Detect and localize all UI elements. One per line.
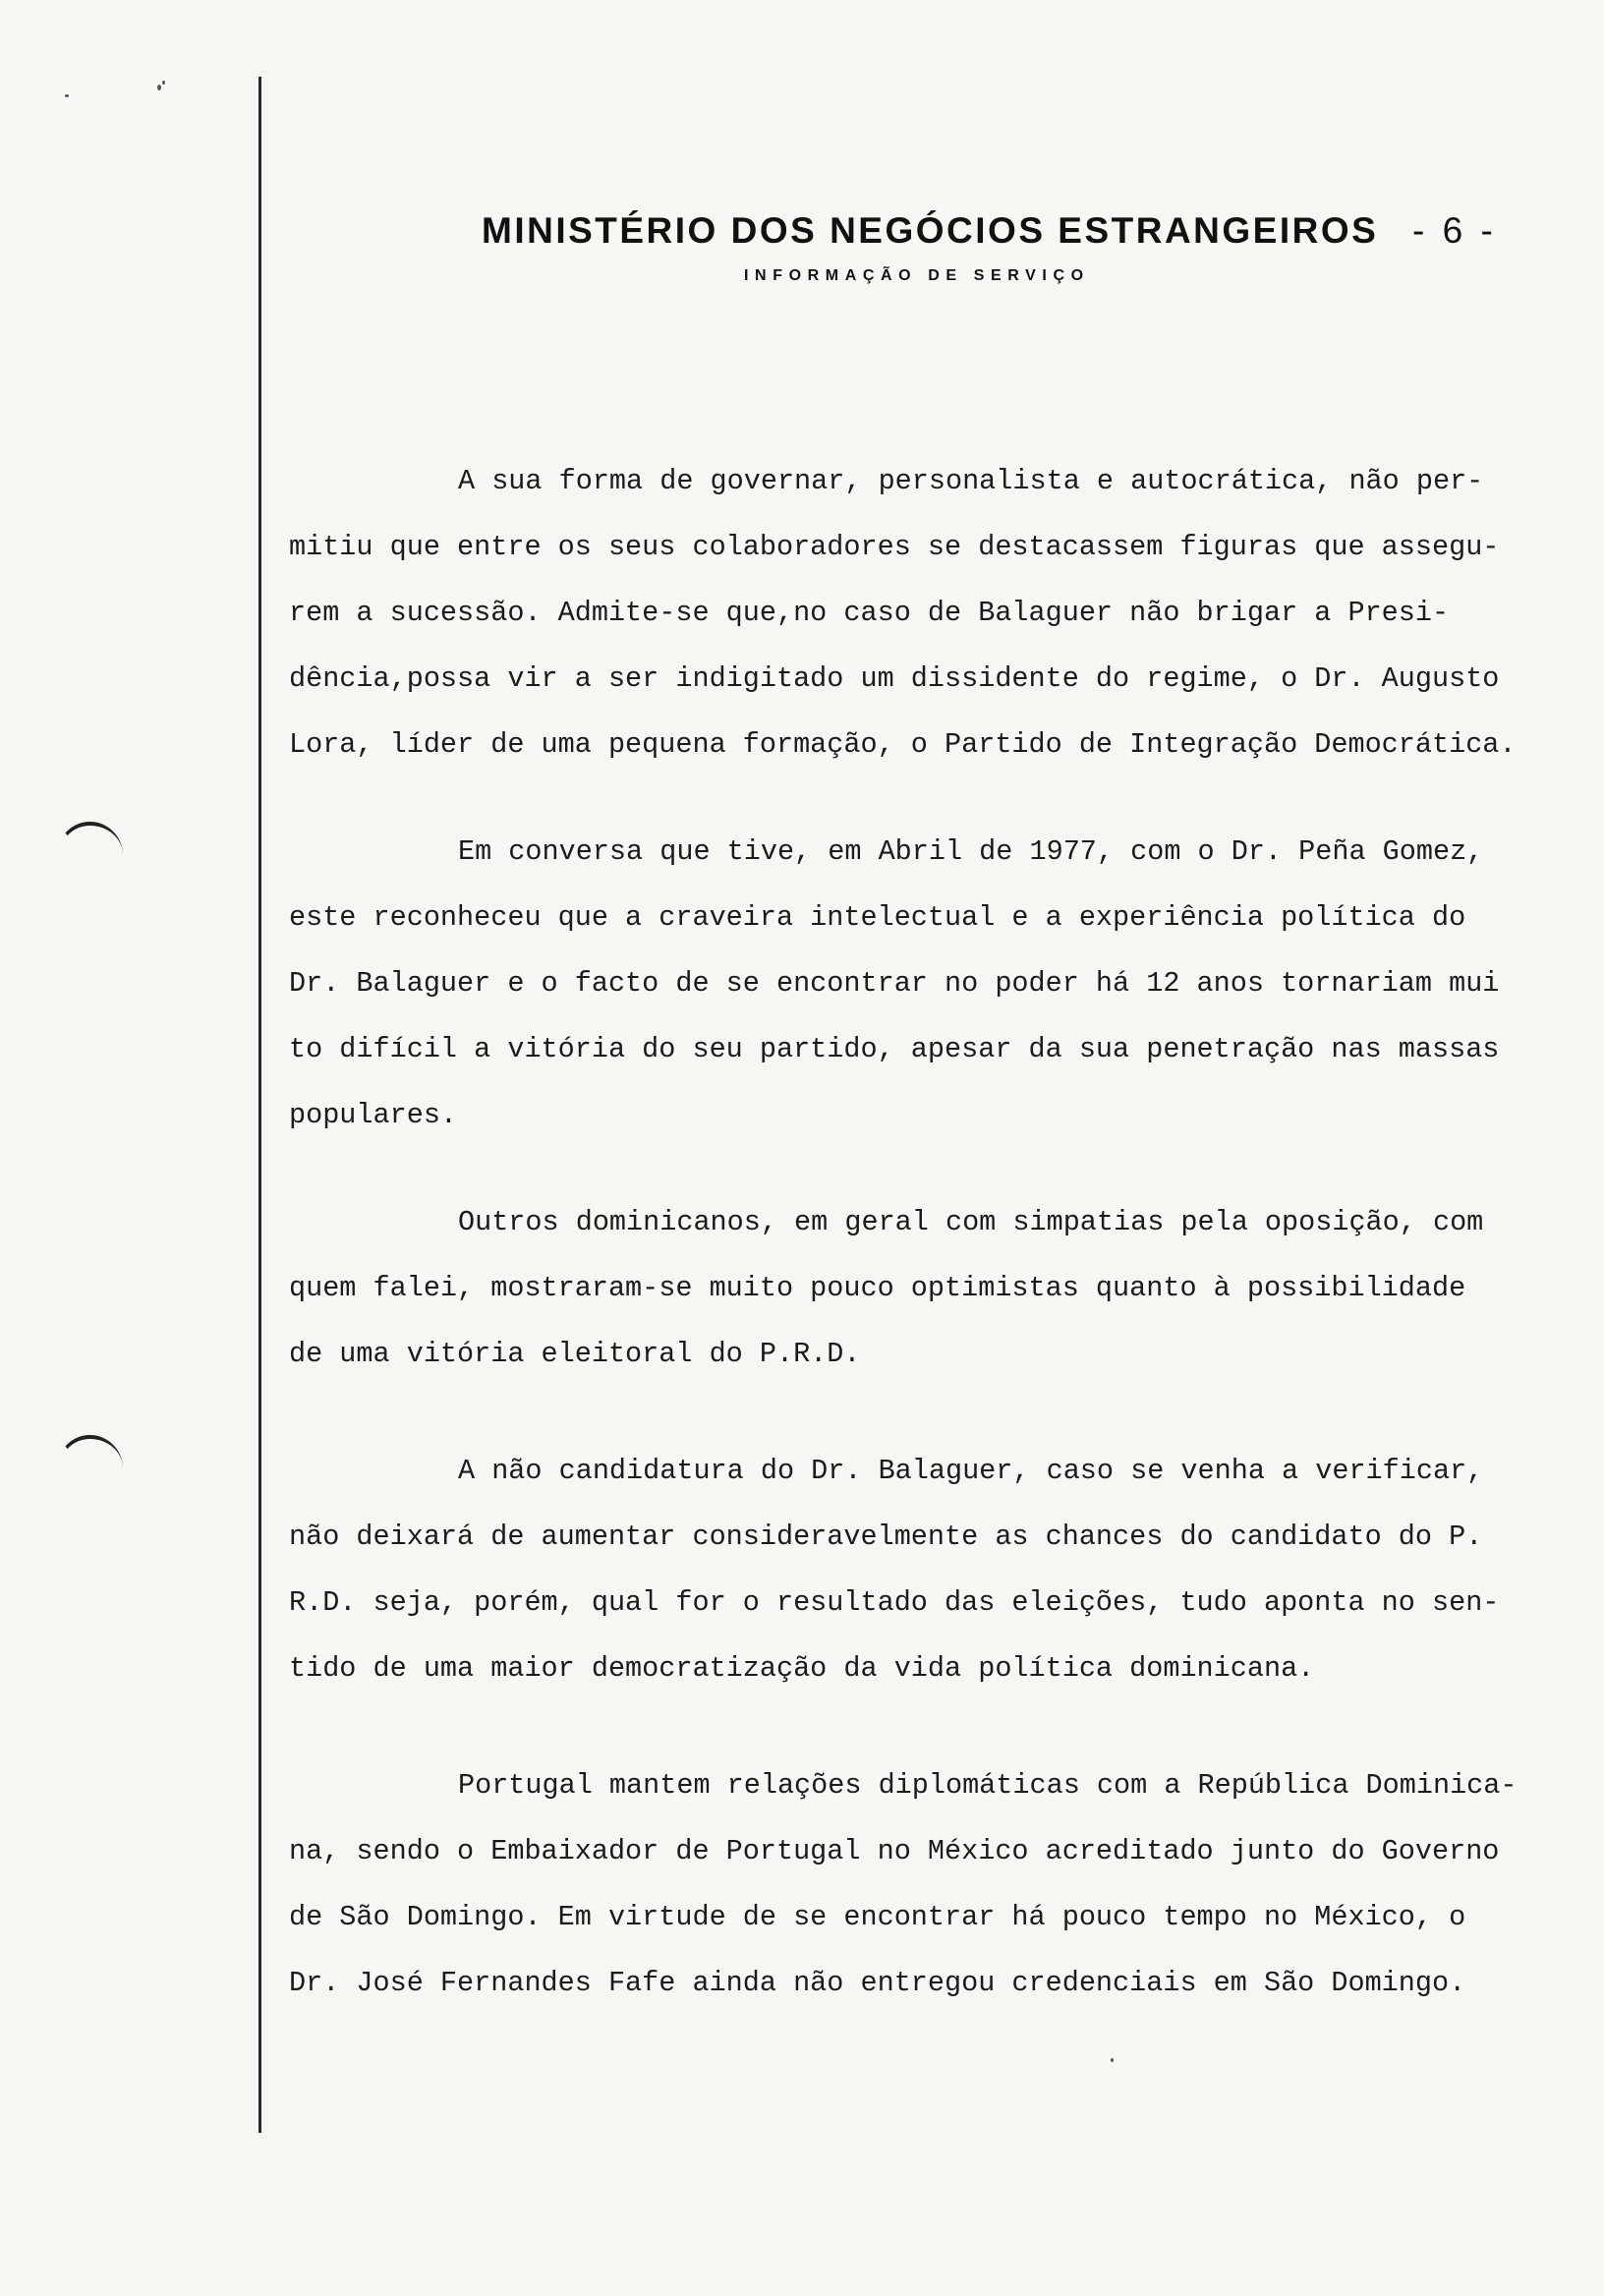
text-line: quem falei, mostraram-se muito pouco optimistas quanto à possibilidade (289, 1272, 1466, 1304)
text-line: dência,possa vir a ser indigitado um dissidente do regime, o Dr. Augusto (289, 662, 1500, 695)
paragraph (289, 1189, 1586, 1387)
text-line: Em conversa que tive, em Abril de 1977, com o Dr. Peña Gomez, (458, 835, 1484, 868)
text-line: Outros dominicanos, em geral com simpatias pela oposição, com (458, 1206, 1484, 1238)
text-line: mitiu que entre os seus colaboradores se destacassem figuras que assegu- (289, 531, 1500, 563)
text-line: Lora, líder de uma pequena formação, o Partido de Integração Democrática. (289, 728, 1517, 761)
text-line: populares. (289, 1099, 458, 1131)
paragraph (289, 1752, 1586, 2016)
paragraph (289, 819, 1586, 1148)
margin-rule (258, 77, 261, 2133)
text-line: rem a sucessão. Admite-se que,no caso de Balaguer não brigar a Presi- (289, 597, 1450, 629)
text-line: to difícil a vitória do seu partido, apesar da sua penetração nas massas (289, 1033, 1500, 1065)
punch-hole-mark (57, 1435, 123, 1502)
paragraph (289, 1438, 1586, 1701)
text-line: não deixará de aumentar consideravelmente as chances do candidato do P. (289, 1521, 1483, 1553)
scan-speck (1111, 2058, 1114, 2062)
text-line: R.D. seja, porém, qual for o resultado das eleições, tudo aponta no sen- (289, 1586, 1500, 1619)
text-line: tido de uma maior democratização da vida política dominicana. (289, 1652, 1315, 1685)
text-line: Dr. Balaguer e o facto de se encontrar no poder há 12 anos tornariam mui (289, 967, 1500, 1000)
text-line: A sua forma de governar, personalista e autocrática, não per- (458, 465, 1484, 497)
text-line: Portugal mantem relações diplomáticas com a República Dominica- (458, 1769, 1518, 1802)
paragraph (289, 448, 1586, 777)
text-line: de uma vitória eleitoral do P.R.D. (289, 1338, 861, 1370)
text-line: Dr. José Fernandes Fafe ainda não entregou credenciais em São Domingo. (289, 1967, 1466, 1999)
scan-speck (162, 81, 165, 85)
text-line: este reconheceu que a craveira intelectual e a experiência política do (289, 901, 1466, 934)
text-line: A não candidatura do Dr. Balaguer, caso se venha a verificar, (458, 1455, 1484, 1487)
page-number: - 6 - (1412, 210, 1497, 251)
document-body (289, 448, 1586, 2016)
scan-speck (65, 94, 69, 97)
scan-speck (157, 85, 161, 90)
text-line: na, sendo o Embaixador de Portugal no México acreditado junto do Governo (289, 1835, 1500, 1867)
text-line: de São Domingo. Em virtude de se encontrar há pouco tempo no México, o (289, 1901, 1466, 1933)
letterhead-title: MINISTÉRIO DOS NEGÓCIOS ESTRANGEIROS (482, 210, 1379, 251)
letterhead-subtitle: INFORMAÇÃO DE SERVIÇO (744, 267, 1090, 284)
punch-hole-mark (57, 822, 123, 889)
